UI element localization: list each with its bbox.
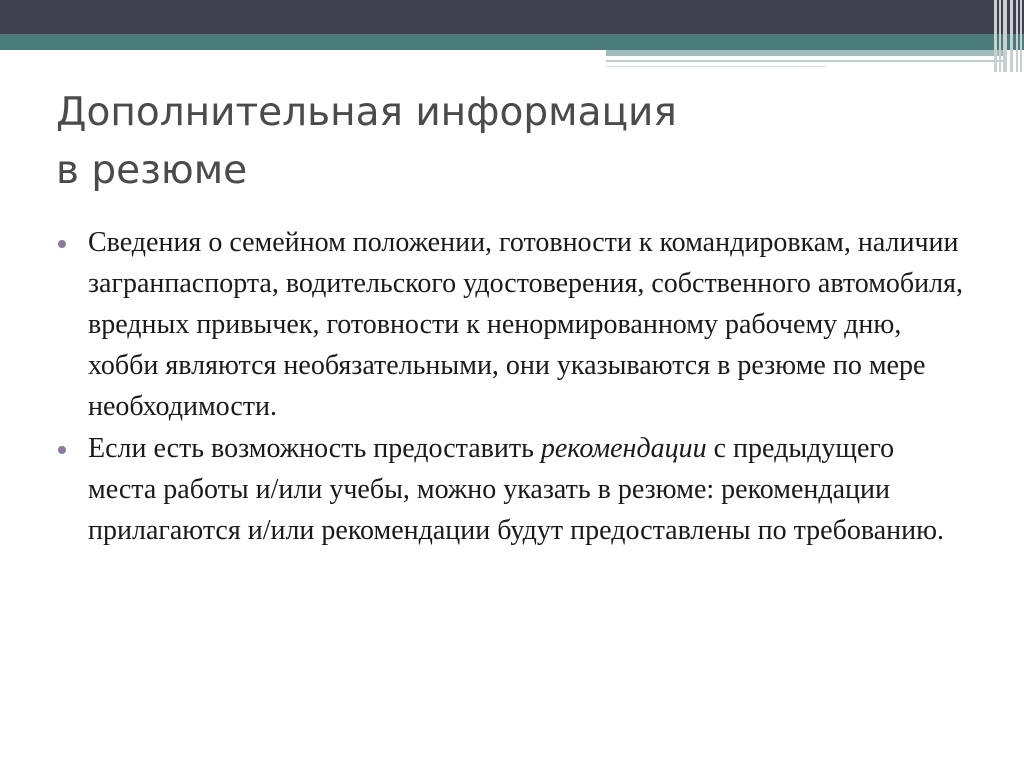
header-accent-line	[606, 60, 1006, 62]
header-vertical-stripe	[994, 0, 997, 72]
header-accent-band	[606, 50, 1006, 56]
slide-title	[56, 84, 956, 200]
header-dark-band	[0, 0, 1024, 34]
header-vertical-stripe	[1010, 0, 1013, 72]
header-vertical-stripe	[999, 0, 1001, 72]
bullet-dot-icon	[58, 240, 66, 248]
bullet-item	[58, 222, 968, 427]
header-teal-band	[0, 34, 1024, 50]
header-vertical-stripe	[1016, 0, 1018, 72]
slide-title-line-1: Дополнительная информация	[56, 90, 677, 135]
bullet-dot-icon	[58, 446, 66, 454]
bullet-item	[58, 428, 968, 551]
bullet-text-before: Если есть возможность предоставить	[88, 433, 541, 464]
header-vertical-stripe	[1020, 0, 1022, 72]
bullet-list	[58, 222, 968, 551]
header-accent-line-thin	[606, 66, 826, 67]
bullet-text-after: с предыдущего места работы и/или учебы, можно указать в резюме: рекомендации прилагаются и/или рекомендации будут предоставлены по требованию.	[88, 433, 945, 546]
slide-title-line-2: в резюме	[56, 148, 248, 193]
header-vertical-stripe	[1003, 0, 1007, 72]
bullet-text-emphasis: рекомендации	[540, 433, 707, 464]
bullet-text: Сведения о семейном положении, готовности к командировкам, наличии загранпаспорта, водительского удостоверения, собственного автомобиля, вредных привычек, готовности к ненормированному рабочему дню, хобби являются необязательными, они указываются в резюме по мере необходимости.	[88, 227, 963, 422]
